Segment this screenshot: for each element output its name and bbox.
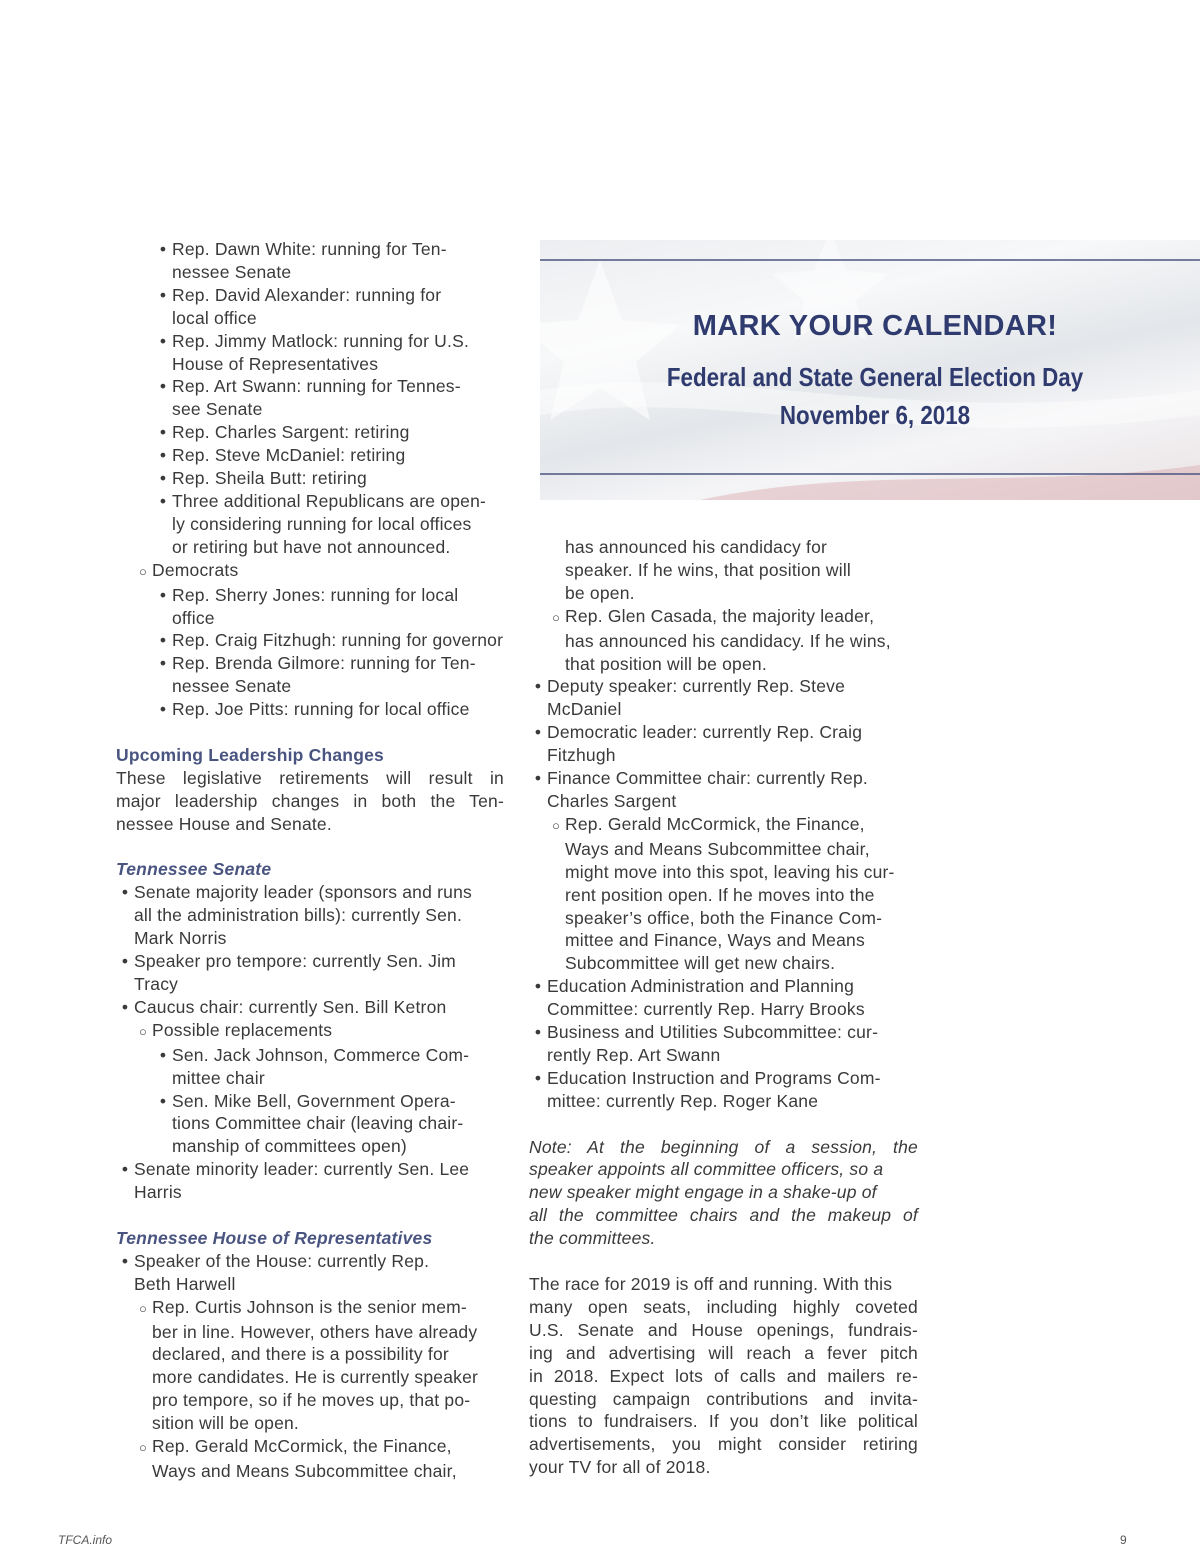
bullet-item: [116, 467, 504, 490]
line-text: Democrats: [152, 559, 239, 580]
line-text: ber in line. However, others have already: [152, 1321, 478, 1342]
line-text: Finance Committee chair: currently Rep.: [547, 768, 868, 789]
bullet-icon: •: [121, 1250, 129, 1271]
line-text: advertisements, you might consider retiring: [529, 1434, 918, 1455]
right-column: [529, 536, 918, 1479]
nested-bullet-continuation: [116, 1135, 504, 1158]
line-text: speaker. If he wins, that position will: [565, 559, 851, 580]
line-text: Tracy: [134, 973, 179, 994]
body-line: [529, 1319, 918, 1342]
line-text: more candidates. He is currently speaker: [152, 1367, 479, 1388]
line-text: mittee chair: [172, 1067, 265, 1088]
nested-bullet-continuation: [116, 1112, 504, 1135]
paragraph-gap: [116, 1204, 504, 1227]
calendar-subtitle: Federal and State General Election Day: [666, 362, 1084, 392]
line-text: Rep. Joe Pitts: running for local office: [172, 699, 470, 720]
line-text: sition will be open.: [152, 1413, 299, 1434]
bullet-item: [116, 629, 504, 652]
line-text: Sen. Mike Bell, Government Opera-: [172, 1090, 456, 1111]
sub-bullet-item: [529, 605, 918, 630]
bullet-item: [529, 1067, 918, 1090]
nested-bullet-continuation: [116, 261, 504, 284]
line-text: has announced his candidacy. If he wins,: [565, 630, 891, 651]
left-column: [116, 238, 504, 1483]
bullet-icon: •: [159, 445, 167, 466]
bullet-continuation: [116, 1273, 504, 1296]
nested-bullet-continuation: [116, 1067, 504, 1090]
bullet-continuation: [529, 1090, 918, 1113]
line-text: Rep. Gerald McCormick, the Finance,: [152, 1436, 452, 1457]
body-line: [529, 1296, 918, 1319]
line-text: Speaker of the House: currently Rep.: [134, 1250, 430, 1271]
line-text: Rep. Curtis Johnson is the senior mem-: [152, 1296, 467, 1317]
sub-bullet-continuation: [529, 582, 918, 605]
line-text: rently Rep. Art Swann: [547, 1044, 721, 1065]
bullet-icon: •: [159, 653, 167, 674]
sub-bullet-continuation: [529, 929, 918, 952]
line-text: or retiring but have not announced.: [172, 536, 451, 557]
bullet-item: [529, 1021, 918, 1044]
banner-rule-top: [540, 259, 1200, 261]
sub-bullet-continuation: [529, 536, 918, 559]
note-line: [529, 1227, 918, 1250]
bullet-item: [116, 996, 504, 1019]
line-text: questing campaign contributions and invita-: [529, 1388, 918, 1409]
bullet-icon: •: [121, 996, 129, 1017]
bullet-item: [529, 975, 918, 998]
flag-stripe: [700, 465, 1200, 500]
body-line: [116, 767, 504, 790]
bullet-item: [116, 1090, 504, 1113]
line-text: tions to fundraisers. If you don’t like political: [529, 1411, 918, 1432]
bullet-item: [116, 652, 504, 675]
bullet-icon: •: [159, 376, 167, 397]
footer-site: TFCA.info: [58, 1533, 113, 1547]
line-text: Rep. Craig Fitzhugh: running for governor: [172, 630, 504, 651]
circle-bullet-icon: ○: [551, 609, 561, 625]
page-number: 9: [1120, 1533, 1127, 1547]
bullet-item: [116, 375, 504, 398]
banner-rule-bottom: [540, 473, 1200, 475]
bullet-item: [529, 721, 918, 744]
bullet-item: [116, 238, 504, 261]
body-line: [529, 1342, 918, 1365]
sub-bullet-item: [116, 1019, 504, 1044]
line-text: Three additional Republicans are open-: [172, 490, 487, 511]
line-text: Democratic leader: currently Rep. Craig: [547, 722, 863, 743]
line-text: see Senate: [172, 399, 263, 420]
note-line: [529, 1204, 918, 1227]
line-text: Sen. Jack Johnson, Commerce Com-: [172, 1044, 470, 1065]
line-text: Charles Sargent: [547, 790, 677, 811]
line-text: ly considering running for local offices: [172, 513, 472, 534]
bullet-icon: •: [159, 284, 167, 305]
line-text: Rep. Steve McDaniel: retiring: [172, 445, 406, 466]
bullet-item: [116, 1044, 504, 1067]
line-text: Speaker pro tempore: currently Sen. Jim: [134, 951, 456, 972]
sub-bullet-continuation: [116, 1321, 504, 1344]
line-text: Mark Norris: [134, 928, 227, 949]
line-text: U.S. Senate and House openings, fundrais-: [529, 1319, 918, 1340]
line-text: Caucus chair: currently Sen. Bill Ketron: [134, 996, 447, 1017]
body-line: [116, 790, 504, 813]
sub-bullet-continuation: [529, 907, 918, 930]
note-line: [529, 1136, 918, 1159]
bullet-continuation: [116, 904, 504, 927]
line-text: that position will be open.: [565, 653, 767, 674]
body-line: [529, 1365, 918, 1388]
sub-bullet-continuation: [116, 1389, 504, 1412]
line-text: Tennessee House of Representatives: [116, 1227, 433, 1248]
bullet-continuation: [529, 744, 918, 767]
note-line: [529, 1181, 918, 1204]
bullet-item: [116, 490, 504, 513]
line-text: Rep. Jimmy Matlock: running for U.S.: [172, 330, 470, 351]
line-text: in 2018. Expect lots of calls and mailers re-: [529, 1365, 918, 1386]
line-text: speaker’s office, both the Finance Com-: [565, 907, 883, 928]
body-line: [529, 1433, 918, 1456]
bullet-continuation: [116, 973, 504, 996]
line-text: ing and advertising will reach a fever pitch: [529, 1342, 918, 1363]
line-text: Education Administration and Planning: [547, 976, 855, 997]
sub-bullet-item: [116, 1296, 504, 1321]
bullet-continuation: [529, 790, 918, 813]
line-text: many open seats, including highly coveted: [529, 1296, 918, 1317]
line-text: office: [172, 607, 215, 628]
line-text: all the administration bills): currently Sen.: [134, 905, 463, 926]
line-text: Committee: currently Rep. Harry Brooks: [547, 999, 865, 1020]
bullet-icon: •: [159, 330, 167, 351]
nested-bullet-continuation: [116, 675, 504, 698]
line-text: Upcoming Leadership Changes: [116, 744, 384, 765]
line-text: speaker appoints all committee officers, so a: [529, 1159, 884, 1180]
bullet-icon: •: [534, 676, 542, 697]
line-text: Rep. Art Swann: running for Tennes-: [172, 376, 461, 397]
bullet-item: [116, 950, 504, 973]
circle-bullet-icon: ○: [138, 563, 148, 579]
bullet-icon: •: [159, 1044, 167, 1065]
nested-bullet-continuation: [116, 307, 504, 330]
line-text: Rep. Brenda Gilmore: running for Ten-: [172, 653, 476, 674]
body-line: [529, 1273, 918, 1296]
bullet-item: [116, 444, 504, 467]
line-text: Education Instruction and Programs Com-: [547, 1067, 881, 1088]
paragraph-gap: [529, 1113, 918, 1136]
line-text: Note: At the beginning of a session, the: [529, 1136, 918, 1157]
sub-bullet-continuation: [529, 838, 918, 861]
nested-bullet-continuation: [116, 607, 504, 630]
body-line: [116, 813, 504, 836]
sub-bullet-continuation: [116, 1366, 504, 1389]
line-text: pro tempore, so if he moves up, that po-: [152, 1390, 471, 1411]
bullet-icon: •: [159, 630, 167, 651]
line-text: Rep. Sherry Jones: running for local: [172, 584, 459, 605]
subsection-heading: [116, 1227, 504, 1250]
line-text: Fitzhugh: [547, 745, 616, 766]
bullet-icon: •: [159, 699, 167, 720]
bullet-icon: •: [121, 951, 129, 972]
line-text: Rep. Sheila Butt: retiring: [172, 468, 367, 489]
bullet-icon: •: [121, 1159, 129, 1180]
line-text: nessee Senate: [172, 261, 292, 282]
bullet-icon: •: [534, 768, 542, 789]
line-text: nessee House and Senate.: [116, 813, 332, 834]
paragraph-gap: [116, 721, 504, 744]
sub-bullet-continuation: [116, 1343, 504, 1366]
line-text: rent position open. If he moves into the: [565, 884, 875, 905]
line-text: Rep. Charles Sargent: retiring: [172, 422, 410, 443]
sub-bullet-item: [529, 813, 918, 838]
calendar-banner: [540, 240, 1200, 500]
line-text: Rep. David Alexander: running for: [172, 284, 442, 305]
line-text: the committees.: [529, 1228, 656, 1249]
circle-bullet-icon: ○: [551, 817, 561, 833]
sub-bullet-continuation: [529, 952, 918, 975]
bullet-icon: •: [121, 882, 129, 903]
bullet-item: [116, 1250, 504, 1273]
sub-bullet-continuation: [529, 630, 918, 653]
circle-bullet-icon: ○: [138, 1023, 148, 1039]
sub-bullet-continuation: [116, 1460, 504, 1483]
circle-bullet-icon: ○: [138, 1440, 148, 1456]
nested-bullet-continuation: [116, 513, 504, 536]
bullet-icon: •: [159, 584, 167, 605]
line-text: local office: [172, 307, 257, 328]
bullet-icon: •: [534, 1067, 542, 1088]
line-text: Beth Harwell: [134, 1273, 236, 1294]
bullet-item: [116, 421, 504, 444]
nested-bullet-continuation: [116, 353, 504, 376]
sub-bullet-continuation: [529, 559, 918, 582]
nested-bullet-continuation: [116, 398, 504, 421]
sub-bullet-continuation: [529, 653, 918, 676]
line-text: Tennessee Senate: [116, 859, 272, 880]
line-text: your TV for all of 2018.: [529, 1457, 711, 1478]
bullet-item: [116, 881, 504, 904]
bullet-icon: •: [534, 1022, 542, 1043]
line-text: might move into this spot, leaving his cur-: [565, 861, 895, 882]
bullet-continuation: [116, 1181, 504, 1204]
line-text: all the committee chairs and the makeup of: [529, 1205, 918, 1226]
bullet-continuation: [529, 998, 918, 1021]
line-text: House of Representatives: [172, 353, 379, 374]
line-text: Harris: [134, 1182, 182, 1203]
sub-bullet-continuation: [529, 884, 918, 907]
body-line: [529, 1410, 918, 1433]
sub-bullet-item: [116, 559, 504, 584]
body-line: [529, 1388, 918, 1411]
bullet-icon: •: [534, 976, 542, 997]
line-text: mittee and Finance, Ways and Means: [565, 930, 865, 951]
line-text: These legislative retirements will result in: [116, 767, 504, 788]
nested-bullet-continuation: [116, 536, 504, 559]
bullet-item: [529, 767, 918, 790]
bullet-item: [116, 330, 504, 353]
line-text: nessee Senate: [172, 676, 292, 697]
line-text: Rep. Glen Casada, the majority leader,: [565, 605, 875, 626]
bullet-icon: •: [159, 239, 167, 259]
line-text: Possible replacements: [152, 1019, 333, 1040]
paragraph-gap: [529, 1250, 918, 1273]
bullet-continuation: [116, 927, 504, 950]
line-text: Ways and Means Subcommittee chair,: [565, 838, 870, 859]
line-text: Ways and Means Subcommittee chair,: [152, 1460, 457, 1481]
subsection-heading: [116, 858, 504, 881]
line-text: Rep. Dawn White: running for Ten-: [172, 239, 447, 259]
line-text: new speaker might engage in a shake-up of: [529, 1182, 877, 1203]
note-line: [529, 1158, 918, 1181]
line-text: tions Committee chair (leaving chair-: [172, 1113, 464, 1134]
bullet-continuation: [529, 1044, 918, 1067]
bullet-continuation: [529, 698, 918, 721]
bullet-item: [116, 1158, 504, 1181]
line-text: has announced his candidacy for: [565, 537, 828, 557]
calendar-title: MARK YOUR CALENDAR!: [692, 310, 1058, 342]
line-text: Senate minority leader: currently Sen. Lee: [134, 1159, 470, 1180]
line-text: mittee: currently Rep. Roger Kane: [547, 1090, 819, 1111]
circle-bullet-icon: ○: [138, 1300, 148, 1316]
bullet-icon: •: [159, 1090, 167, 1111]
sub-bullet-continuation: [529, 861, 918, 884]
paragraph-gap: [116, 836, 504, 859]
line-text: major leadership changes in both the Ten-: [116, 790, 504, 811]
bullet-item: [116, 284, 504, 307]
calendar-date: November 6, 2018: [779, 400, 971, 430]
bullet-icon: •: [159, 490, 167, 511]
line-text: McDaniel: [547, 699, 622, 720]
bullet-icon: •: [159, 422, 167, 443]
line-text: The race for 2019 is off and running. With this: [529, 1273, 893, 1294]
bullet-item: [116, 584, 504, 607]
line-text: Business and Utilities Subcommittee: cur-: [547, 1022, 879, 1043]
sub-bullet-item: [116, 1435, 504, 1460]
section-heading: [116, 744, 504, 767]
line-text: be open.: [565, 582, 635, 603]
bullet-item: [529, 675, 918, 698]
bullet-icon: •: [534, 722, 542, 743]
bullet-icon: •: [159, 468, 167, 489]
line-text: Deputy speaker: currently Rep. Steve: [547, 676, 846, 697]
line-text: Senate majority leader (sponsors and runs: [134, 882, 472, 903]
sub-bullet-continuation: [116, 1412, 504, 1435]
bullet-item: [116, 698, 504, 721]
body-line: [529, 1456, 918, 1479]
line-text: manship of committees open): [172, 1136, 407, 1157]
line-text: Subcommittee will get new chairs.: [565, 953, 836, 974]
line-text: Rep. Gerald McCormick, the Finance,: [565, 813, 865, 834]
line-text: declared, and there is a possibility for: [152, 1344, 449, 1365]
